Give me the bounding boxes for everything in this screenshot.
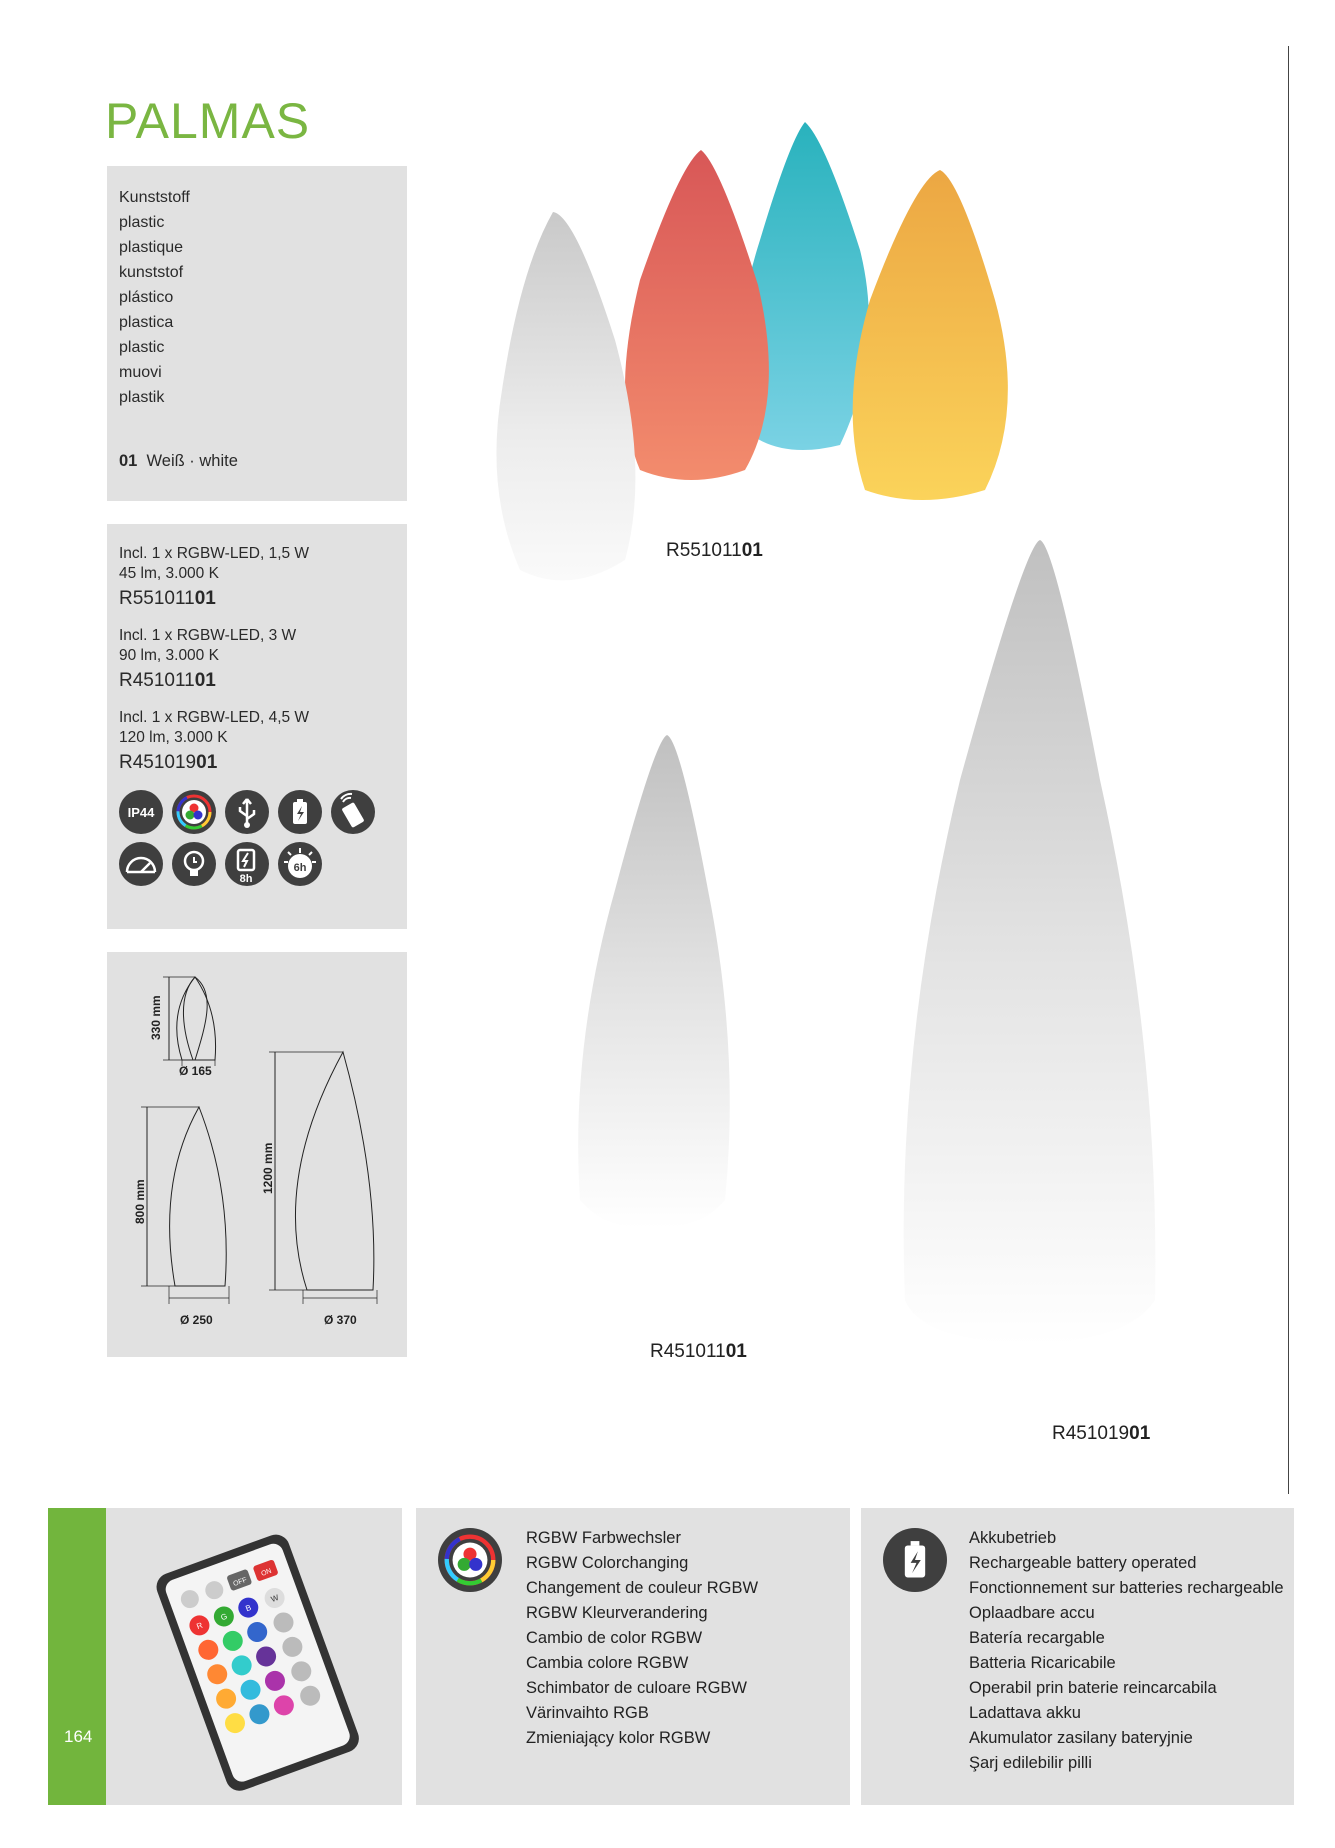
rgbw-line: Värinvaihto RGB [526,1704,649,1722]
spec-block [119,544,407,612]
remote-r-label: R [195,1620,204,1632]
rgbw-line: Cambia colore RGBW [526,1654,689,1672]
material-line: plastic [119,339,165,356]
battery-line: Fonctionnement sur batteries rechargeable [969,1579,1284,1597]
product-images [440,100,1290,1520]
color-code: 01 [119,452,138,470]
svg-text:6h: 6h [293,862,307,874]
material-line: plastica [119,314,174,331]
material-line: Kunststoff [119,189,190,206]
spec-block [119,626,407,694]
remote-control-image [106,1508,402,1805]
battery-line: Batería recargable [969,1629,1105,1647]
spec-code: R45101901 [119,752,218,773]
lightbulb-icon [172,842,216,886]
rgbw-line: RGBW Farbwechsler [526,1529,681,1547]
product-label: R45101901 [1052,1423,1151,1444]
color-option [119,452,407,471]
charge-time-icon [225,842,269,886]
remote-control-icon [331,790,375,834]
battery-line: Akumulator zasilany bateryjnie [969,1729,1193,1747]
feature-icons-row-1 [119,790,407,834]
material-line: plástico [119,289,174,306]
remote-g-label: G [219,1611,229,1623]
page-number: 164 [64,1727,93,1746]
spec-code: R45101101 [119,670,216,691]
rgbw-text [526,1526,758,1751]
svg-text:8h: 8h [239,873,253,885]
usb-icon [225,790,269,834]
spec-block [119,708,407,776]
spec-lumen: 45 lm, 3.000 K [119,565,219,582]
rgbw-line: Changement de couleur RGBW [526,1579,759,1597]
lamp-white-small [496,212,635,580]
material-line: plastique [119,239,184,256]
battery-line: Rechargeable battery operated [969,1554,1197,1572]
large-height-label: 1200 mm [261,1142,275,1194]
rgbw-line: Schimbator de culoare RGBW [526,1679,748,1697]
battery-info-panel [861,1508,1294,1805]
remote-b-label: B [244,1602,253,1614]
medium-height-label: 800 mm [133,1179,147,1224]
rgbw-line: Zmieniający kolor RGBW [526,1729,711,1747]
battery-line: Ladattava akku [969,1704,1081,1722]
material-line: plastic [119,214,165,231]
materials-panel [107,166,407,501]
lamp-yellow [853,170,1008,500]
remote-w-label: W [269,1592,280,1605]
battery-line: Şarj edilebilir pilli [969,1754,1092,1772]
remote-off-label: OFF [232,1576,248,1589]
battery-line: Batteria Ricaricabile [969,1654,1116,1672]
battery-icon [883,1528,947,1592]
page-number-bar [48,1508,106,1805]
spec-led: Incl. 1 x RGBW-LED, 1,5 W [119,545,310,562]
battery-line: Operabil prin baterie reincarcabila [969,1679,1217,1697]
spec-led: Incl. 1 x RGBW-LED, 3 W [119,627,297,644]
product-label: R55101101 [666,540,763,561]
remote-on-label: ON [260,1567,273,1578]
small-height-label: 330 mm [149,995,163,1040]
dimmer-icon [119,842,163,886]
color-label: Weiß · white [146,452,238,470]
spec-code: R55101101 [119,588,216,609]
feature-icons-row-2 [119,842,407,886]
small-diameter-label: Ø 165 [179,1064,212,1078]
rgbw-info-panel [416,1508,850,1805]
battery-text [969,1526,1284,1776]
lamp-white-tall [904,540,1156,1345]
timer-icon [278,842,322,886]
battery-line: Oplaadbare accu [969,1604,1095,1622]
battery-icon [278,790,322,834]
rgb-color-wheel-icon [438,1528,502,1592]
rgbw-line: RGBW Kleurverandering [526,1604,708,1622]
rgbw-line: Cambio de color RGBW [526,1629,703,1647]
medium-diameter-label: Ø 250 [180,1313,213,1327]
spec-lumen: 90 lm, 3.000 K [119,647,219,664]
page-title: PALMAS [105,93,311,149]
spec-led: Incl. 1 x RGBW-LED, 4,5 W [119,709,310,726]
material-line: plastik [119,389,165,406]
remote-panel [106,1508,402,1805]
svg-text:IP44: IP44 [127,805,155,820]
spec-lumen: 120 lm, 3.000 K [119,729,228,746]
material-line: muovi [119,364,162,381]
dimensions-panel [107,952,407,1357]
product-label: R45101101 [650,1341,747,1362]
material-line: kunststof [119,264,184,281]
battery-line: Akkubetrieb [969,1529,1057,1547]
lamp-red [625,150,769,480]
rgbw-line: RGBW Colorchanging [526,1554,689,1572]
ip44-icon [119,790,163,834]
lamp-white-medium [578,735,730,1228]
specs-panel [107,524,407,929]
large-diameter-label: Ø 370 [324,1313,357,1327]
rgb-color-wheel-icon [172,790,216,834]
